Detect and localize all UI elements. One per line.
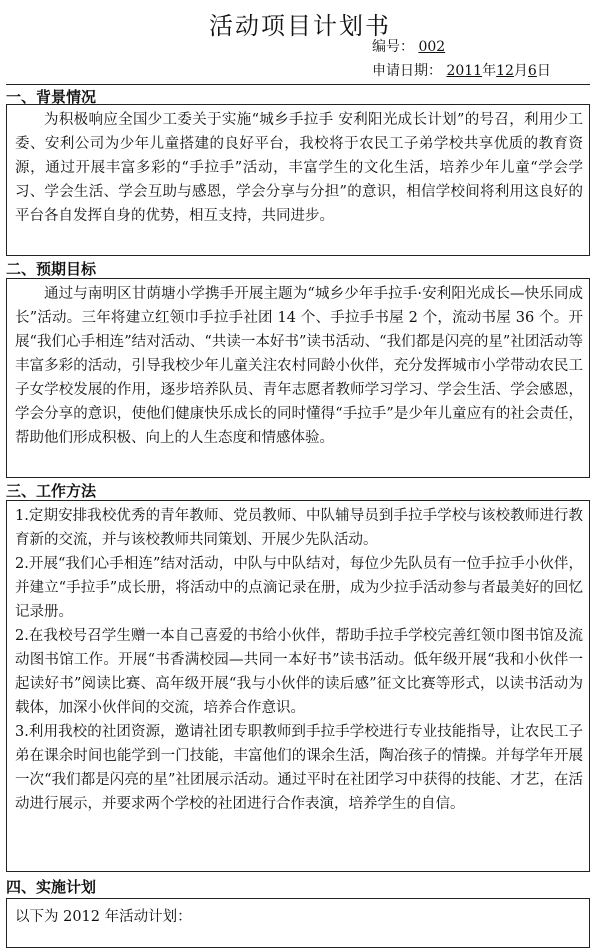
section-methods-box — [6, 500, 590, 872]
date-month: 12 — [496, 63, 514, 79]
section-background-text: 为积极响应全国少工委关于实施“城乡手拉手 安利阳光成长计划”的号召，利用少工委、安利公司为少年儿童搭建的良好平台，我校将于农民工子弟学校共享优质的教育资源，通过开展丰富多彩的“手拉手”活动，丰富学生的文化生活，培养少年儿童“学会学习、学会生活、学会互助与感恩，学会分享与分担”的意识，相信学校间将利用这良好的平台各自发挥自身的优势，相互支持，共同进步。 — [15, 112, 583, 224]
method-item: 1.定期安排我校优秀的青年教师、党员教师、中队辅导员到手拉手学校与该校教师进行教育新的交流，并与该校教师共同策划、开展少先队活动。 — [15, 508, 583, 548]
serial-number-line — [372, 36, 445, 56]
date-day-suffix: 日 — [536, 63, 551, 79]
date-month-suffix: 月 — [513, 63, 528, 79]
section-plan-box — [6, 898, 590, 948]
section-background-heading: 一、背景情况 — [6, 88, 97, 106]
serial-number-label: 编号： — [372, 39, 414, 55]
section-goals-heading: 二、预期目标 — [6, 260, 97, 278]
divider — [6, 84, 590, 85]
method-item: 2.在我校号召学生赠一本自己喜爱的书给小伙伴，帮助手拉手学校完善红领巾图书馆及流动图书馆工作。开展“书香满校园—共同一本好书”读书活动。低年级开展“我和小伙伴一起读好书”阅读比赛、高年级开展“我与小伙伴的读后感”征文比赛等形式，以读书活动为载体，加深小伙伴间的交流，培养合作意识。 — [15, 628, 583, 716]
section-methods-heading: 三、工作方法 — [6, 482, 97, 500]
method-item: 3.利用我校的社团资源，邀请社团专职教师到手拉手学校进行专业技能指导，让农民工子弟在课余时间也能学到一门技能，丰富他们的课余生活，陶冶孩子的情操。并每学年开展一次“我们都是闪亮的星”社团展示活动。通过平时在社团学习中获得的技能、才艺，在活动进行展示，并要求两个学校的社团进行合作表演，培养学生的自信。 — [15, 724, 583, 812]
date-day: 6 — [527, 63, 537, 79]
page-title: 活动项目计划书 — [209, 12, 391, 40]
section-plan-heading: 四、实施计划 — [6, 878, 97, 896]
application-date-label: 申请日期： — [372, 63, 442, 79]
section-background-box — [6, 104, 590, 256]
date-year: 2011 — [446, 63, 483, 79]
serial-number-value: 002 — [418, 39, 446, 55]
application-date-line — [372, 60, 551, 80]
section-plan-text: 以下为 2012 年活动计划： — [15, 909, 192, 925]
method-item: 2.开展“我们心手相连”结对活动，中队与中队结对，每位少先队员有一位手拉手小伙伴，并建立“手拉手”成长册，将活动中的点滴记录在册，成为少拉手活动参与者最美好的回忆记录册。 — [15, 556, 583, 620]
section-goals-box — [6, 278, 590, 478]
section-goals-text: 通过与南明区甘荫塘小学携手开展主题为“城乡少年手拉手·安利阳光成长—快乐同成长”活动。三年将建立红领巾手拉手社团 14 个、手拉手书屋 2 个，流动书屋 36 个。开展“我们心手相连”结对活动、“共读一本好书”读书活动、“我们都是闪亮的星”社团活动等丰富多彩的活动，引导我校少年儿童关注农村同龄小伙伴，充分发挥城市小学带动农民工子女学校发展的作用，逐步培养队员、青年志愿者教师学习学习、学会生活、学会感恩，学会分享的意识，使他们健康快乐成长的同时懂得“手拉手”是少年儿童应有的社会责任，帮助他们形成积极、向上的人生态度和情感体验。 — [15, 286, 583, 446]
date-year-suffix: 年 — [482, 63, 497, 79]
